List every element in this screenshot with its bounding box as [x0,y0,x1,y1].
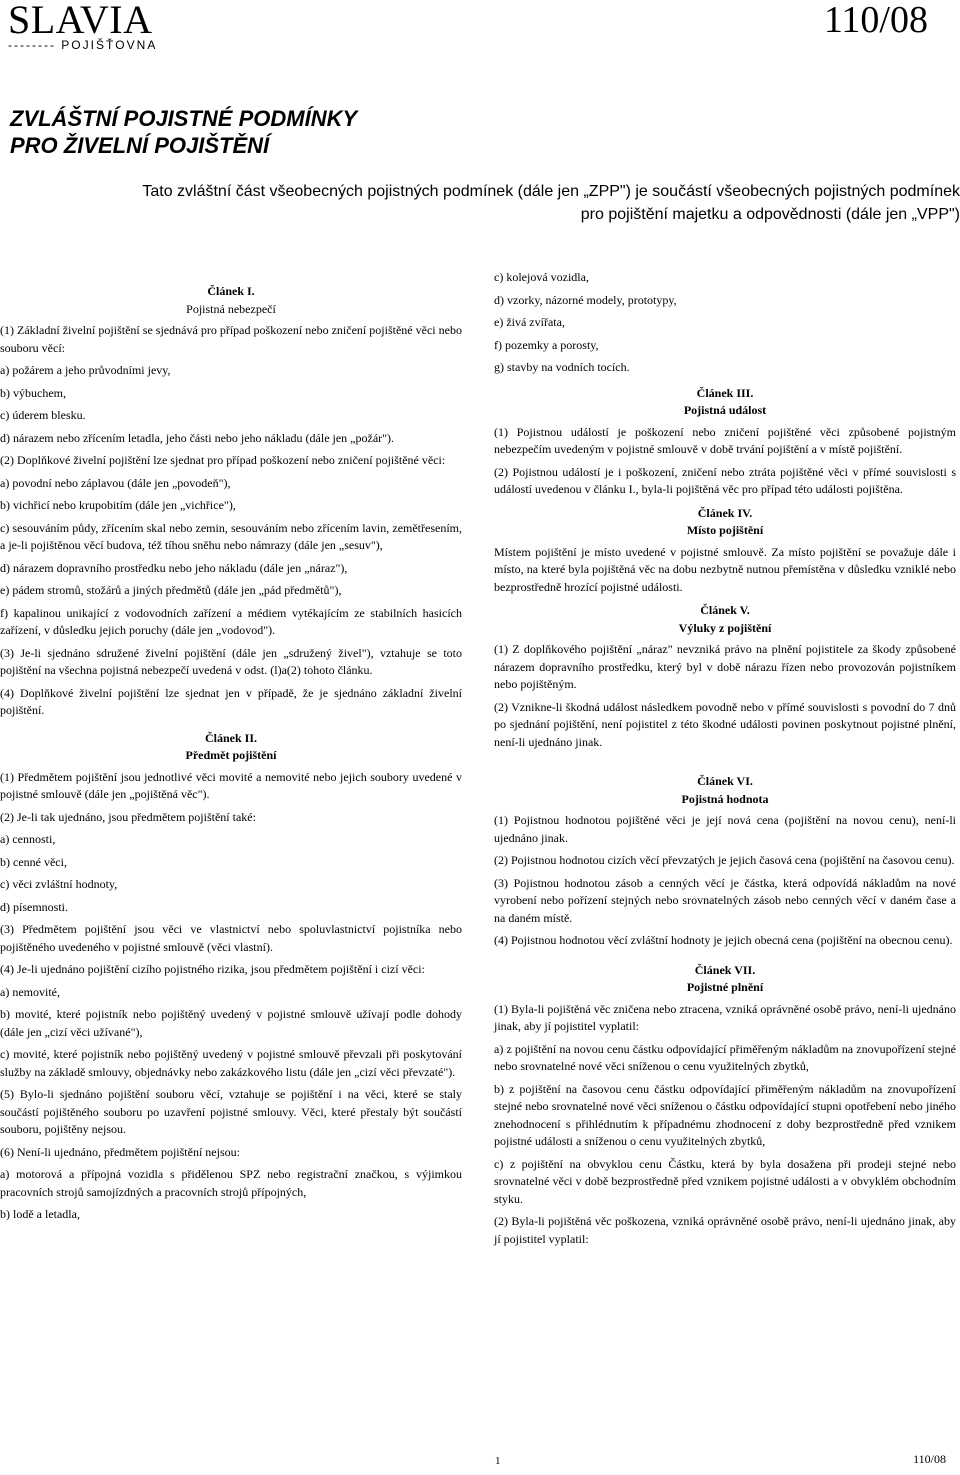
article-5-title: Článek V. [700,603,750,617]
paragraph: a) nemovité, [0,984,60,999]
paragraph: (4) Je-li ujednáno pojištění cizího pojistného rizika, jsou předmětem pojištění i cizí věci: [0,962,425,976]
article-6-title: Článek VI. [697,774,753,788]
paragraph: (3) Je-li sjednáno sdružené živelní pojištění (dále jen „sdružený živel"), vztahuje se toto pojištění na všechna pojistná nebezpečí uvedená v odst. (l)a(2) tohoto článku. [0,645,462,677]
article-6-subtitle: Pojistná hodnota [681,791,769,806]
article-4-subtitle: Místo pojištění [686,523,764,537]
paragraph: b) cenné věci, [0,854,67,869]
document-number: 110/08 [823,0,928,41]
paragraph: (6) Není-li ujednáno, předmětem pojištění nejsou: [0,1144,240,1159]
paragraph: (1) Předmětem pojištění jsou jednotlivé věci movité a nemovité nebo jejich soubory uvedené v pojistné smlouvě (dále jen „pojištěná věc"). [0,769,462,801]
paragraph: (1) Byla-li pojištěná věc zničena nebo ztracena, vzniká oprávněné osobě právo, není-li ujednáno jinak, aby jí pojistitel vyplatil: [494,1001,956,1033]
paragraph: (1) Pojistnou hodnotou pojištěné věci je její nová cena (pojištění na novou cenu), není-li ujednáno jinak. [494,813,956,845]
paragraph: (2) Byla-li pojištěná věc poškozena, vzniká oprávněné osobě právo, není-li ujednáno jinak, aby jí pojistitel vyplatil: [494,1214,956,1246]
paragraph: d) vzorky, názorné modely, prototypy, [494,292,677,307]
paragraph: (4) Doplňkové živelní pojištění lze sjednat jen v případě, že je sjednáno základní živelní pojištění. [0,685,462,717]
article-1-subtitle: Pojistná nebezpečí [186,301,276,316]
article-4-title: Článek IV. [697,505,753,520]
intro-line-1: Tato zvláštní část všeobecných pojistných podmínek (dále jen „ZPP") je součástí všeobecných pojistných podmínek [142,183,960,200]
paragraph: (2) Pojistnou hodnotou cizích věcí převzatých je jejich časová cena (pojištění na časovou cenu). [494,853,955,867]
paragraph: (1) Pojistnou událostí je poškození nebo zničení pojištěné věci způsobené pojistným nebezpečím uvedeným v pojistné smlouvě v době trvání pojištění a v místě pojištění. [494,424,956,456]
paragraph: (5) Bylo-li sjednáno pojištění souboru věcí, vztahuje se pojištění i na věci, které se staly součástí pojištěného souboru po uzavření pojistné smlouvy. Věci, které přestaly být součástí souboru, pojištěny nejsou. [0,1087,462,1136]
paragraph: a) motorová a přípojná vozidla s přidělenou SPZ nebo registrační značkou, s výjimkou pracovních strojů samojízdných a pracovních strojů přípojných, [0,1167,462,1199]
article-2-subtitle: Předmět pojištění [185,748,277,762]
paragraph: c) z pojištění na obvyklou cenu Částku, která by byla dosažena při prodeji stejné nebo srovnatelné věci v době bezprostředně před vznikem pojistné události a v obvyklém obchodním styku. [494,1156,956,1206]
paragraph: e) pádem stromů, stožárů a jiných předmětů (dále jen „pád předmětů"), [0,583,342,597]
paragraph: a) z pojištění na novou cenu částku odpovídající přiměřeným nákladům na znovupořízení stejné nebo srovnatelné nové věci sníženou o cenu využitelných zbytků, [494,1041,956,1073]
paragraph: Místem pojištění je místo uvedené v pojistné smlouvě. Za místo pojištění se považuje dále i místo, na které byla pojištěná věc na dobu nezbytně nutnou přemístěna v důsledku vzniklé nebo bezprostředně hrozící pojistné události. [494,544,956,594]
paragraph: b) lodě a letadla, [0,1207,80,1221]
article-5-subtitle: Výluky z pojištění [678,620,772,635]
title-line-2: PRO ŽIVELNÍ POJIŠTĚNÍ [10,133,270,158]
article-7-subtitle: Pojistné plnění [686,980,764,994]
paragraph: (3) Pojistnou hodnotou zásob a cenných věcí je částka, která odpovídá nákladům na nové vyrobení nebo pořízení stejných nebo srovnatelných zásob nebo cenných věcí v daném čase a na daném místě. [494,875,956,925]
paragraph: b) výbuchem, [0,385,66,400]
article-7-title: Článek VII. [694,962,756,977]
intro-line-2: pro pojištění majetku a odpovědnosti (dále jen „VPP") [580,206,960,223]
paragraph: (3) Předmětem pojištění jsou věci ve vlastnictví nebo spoluvlastnictví pojistníka nebo pojištěného uvedeného v pojistné smlouvě (věci vlastní). [0,922,462,954]
paragraph: c) úderem blesku. [0,408,86,422]
paragraph: (1) Z doplňkového pojištění „náraz" nevzniká právo na plnění pojistitele za škody způsobené nárazem dopravního prostředku, který byl v době nárazu řízen nebo provozován pojistníkem nebo pojištěným. [494,642,956,691]
paragraph: (2) Vznikne-li škodná událost následkem povodně nebo v přímé souvislosti s povodní do 7 dnů po sjednání pojištění, není pojistitel z této škodné události povinen poskytnout pojistné plnění, není-li ujednáno jinak. [494,699,956,749]
paragraph: b) vichřicí nebo krupobitím (dále jen „vichřice"), [0,498,236,512]
paragraph: g) stavby na vodních tocích. [494,360,630,374]
paragraph: d) nárazem nebo zřícením letadla, jeho části nebo jeho nákladu (dále jen „požár"). [0,430,395,445]
paragraph: c) věci zvláštní hodnoty, [0,877,118,891]
paragraph: (4) Pojistnou hodnotou věcí zvláštní hodnoty je jejich obecná cena (pojištění na obecnou cenu). [494,933,953,947]
page-number: 1 [495,1455,501,1467]
article-2-title: Článek II. [204,730,257,745]
article-3-subtitle: Pojistná událost [683,403,767,417]
footer-document-number: 110/08 [913,1452,946,1466]
document-title [10,105,357,159]
article-1-title: Článek I. [207,284,255,298]
paragraph: d) nárazem dopravního prostředku nebo jeho nákladu (dále jen „náraz"), [0,560,348,575]
paragraph: c) sesouváním půdy, zřícením skal nebo zemin, sesouváním nebo zřícením lavin, zemětřesením, a je-li pojištěnou věcí budova, též tíhou sněhu nebo námrazy (dále jen „sesuv"), [0,520,462,552]
brand-logo: SLAVIA [8,0,153,42]
title-line-1: ZVLÁŠTNÍ POJISTNÉ PODMÍNKY [10,106,358,131]
paragraph: d) písemnosti. [0,899,68,914]
paragraph: f) kapalinou unikající z vodovodních zařízení a médiem vytékajícím ze stabilních hasicích zařízení, v důsledku jejich poruchy (dále jen „vodovod"). [0,605,462,637]
paragraph: b) z pojištění na časovou cenu částku odpovídající přiměřeným nákladům na znovupořízení stejné nebo srovnatelné nové věci sníženou o částku odpovídající stupni opotřebení nebo jiného znehodnocení s přihlédnutím k případnému zhodnocení z doby bezprostředně před vznikem pojistné události a sníženou o cenu využitelných zbytků, [494,1081,956,1148]
paragraph: (2) Doplňkové živelní pojištění lze sjednat pro případ poškození nebo zničení pojištěné věci: [0,453,446,467]
paragraph: c) movité, které pojistník nebo pojištěný uvedený v pojistné smlouvě převzali při poskytování služby na základě smlouvy, objednávky nebo zakázkového listu (dále jen „cizí věci převzaté"). [0,1047,462,1079]
paragraph: a) cennosti, [0,832,56,846]
left-column [0,283,462,1229]
paragraph: a) požárem a jeho průvodními jevy, [0,363,171,377]
paragraph: e) živá zvířata, [494,315,565,329]
article-3-title: Článek III. [696,385,754,400]
intro-text [60,180,960,226]
paragraph: (1) Základní živelní pojištění se sjednává pro případ poškození nebo zničení pojištěné věci nebo souboru věcí: [0,323,462,355]
paragraph: b) movité, které pojistník nebo pojištěný uvedený v pojistné smlouvě užívají podle dohody (dále jen „cizí věci užívané"), [0,1007,462,1039]
paragraph: c) kolejová vozidla, [494,270,589,284]
brand-subtitle: -------- POJIŠŤOVNA [8,38,158,52]
paragraph: a) povodní nebo záplavou (dále jen „povodeň"), [0,475,231,490]
paragraph: (2) Je-li tak ujednáno, jsou předmětem pojištění také: [0,809,256,824]
paragraph: f) pozemky a porosty, [494,337,599,352]
paragraph: (2) Pojistnou událostí je i poškození, zničení nebo ztráta pojištěné věci v přímé souvislosti s událostí uvedenou v článku I., byla-li pojištěná věc pro případ této události pojištěna. [494,464,956,496]
right-column [494,269,956,1253]
